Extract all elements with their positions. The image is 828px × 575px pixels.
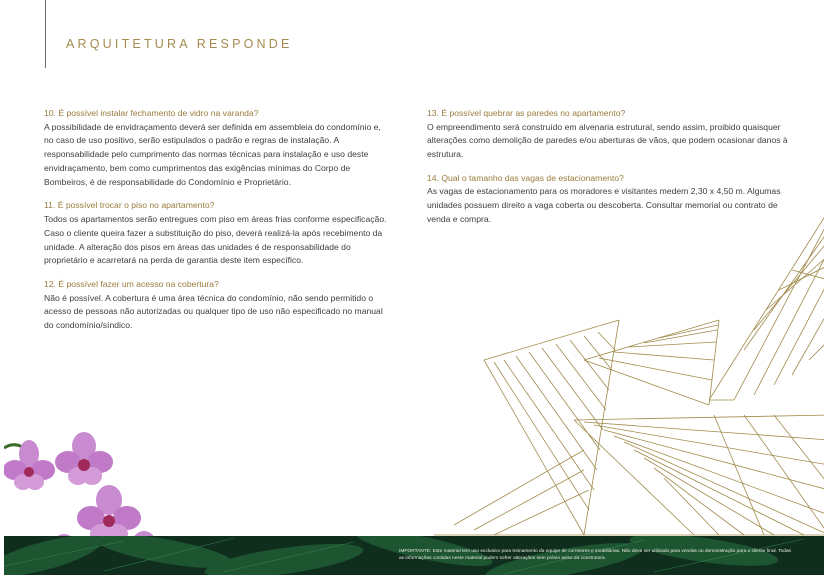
faq-answer: O empreendimento será construído em alvenaria estrutural, sendo assim, proibido quaisquer alterações como demolição de paredes e/ou aberturas de vãos, que podem ocasionar danos à estrutura. bbox=[427, 121, 788, 160]
footer-band bbox=[4, 536, 824, 575]
faq-item bbox=[44, 199, 389, 268]
faq-item bbox=[44, 107, 389, 189]
faq-item bbox=[44, 278, 389, 333]
faq-answer: A possibilidade de envidraçamento deverá ser definida em assembleia do condomínio e, no caso de uso positivo, serão estipulados o padrão e regras de instalação. A responsabilidade pelo cumprimento das normas técnicas para instalação e uso deste envidraçamento, bem como cumprimentos das exigências mínimas do Corpo de Bombeiros, é de responsabilidade do Condomínio e Proprietário. bbox=[44, 121, 381, 187]
faq-question: 14. Qual o tamanho das vagas de estacionamento? bbox=[427, 172, 624, 183]
page-title: ARQUITETURA RESPONDE bbox=[66, 37, 293, 51]
faq-answer: Não é possível. A cobertura é uma área técnica do condomínio, não sendo permitido o acesso de pessoas não autorizadas ou qualquer tipo de uso não especificado no manual do condomínio/síndico. bbox=[44, 292, 383, 331]
left-column bbox=[44, 107, 389, 343]
wireframe-structure-illustration bbox=[434, 210, 824, 540]
header-divider bbox=[45, 0, 46, 68]
footer-disclaimer: IMPORTANTE: Este material tem uso exclusivo para treinamento da equipe de corretores e imobiliárias. Não deve ser utilizado para vendas ou demonstração para o cliente final. Todas as informações contidas neste material podem sofrer alterações sem prévio aviso da construtora. bbox=[399, 549, 791, 561]
faq-question: 11. É possível trocar o piso no apartamento? bbox=[44, 200, 215, 211]
faq-question: 10. É possível instalar fechamento de vidro na varanda? bbox=[44, 108, 259, 118]
faq-item bbox=[427, 107, 797, 162]
document-page bbox=[4, 0, 824, 575]
faq-question: 13. É possível quebrar as paredes no apartamento? bbox=[427, 108, 626, 118]
faq-question: 12. É possível fazer um acesso na cobertura? bbox=[44, 279, 219, 290]
faq-answer: As vagas de estacionamento para os moradores e visitantes medem 2,30 x 4,50 m. Algumas unidades possuem direito a vaga coberta ou descoberta. Consultar memorial ou contrato de venda e compra. bbox=[427, 186, 781, 224]
faq-answer: Todos os apartamentos serão entregues com piso em áreas frias conforme especificação. Caso o cliente queira fazer a substituição do piso, deverá realizá-la após recebimento da unidade. A alteração dos pisos em áreas das unidades é de responsabilidade do proprietário e acarretará na perda de garantia deste item específico. bbox=[44, 213, 387, 266]
